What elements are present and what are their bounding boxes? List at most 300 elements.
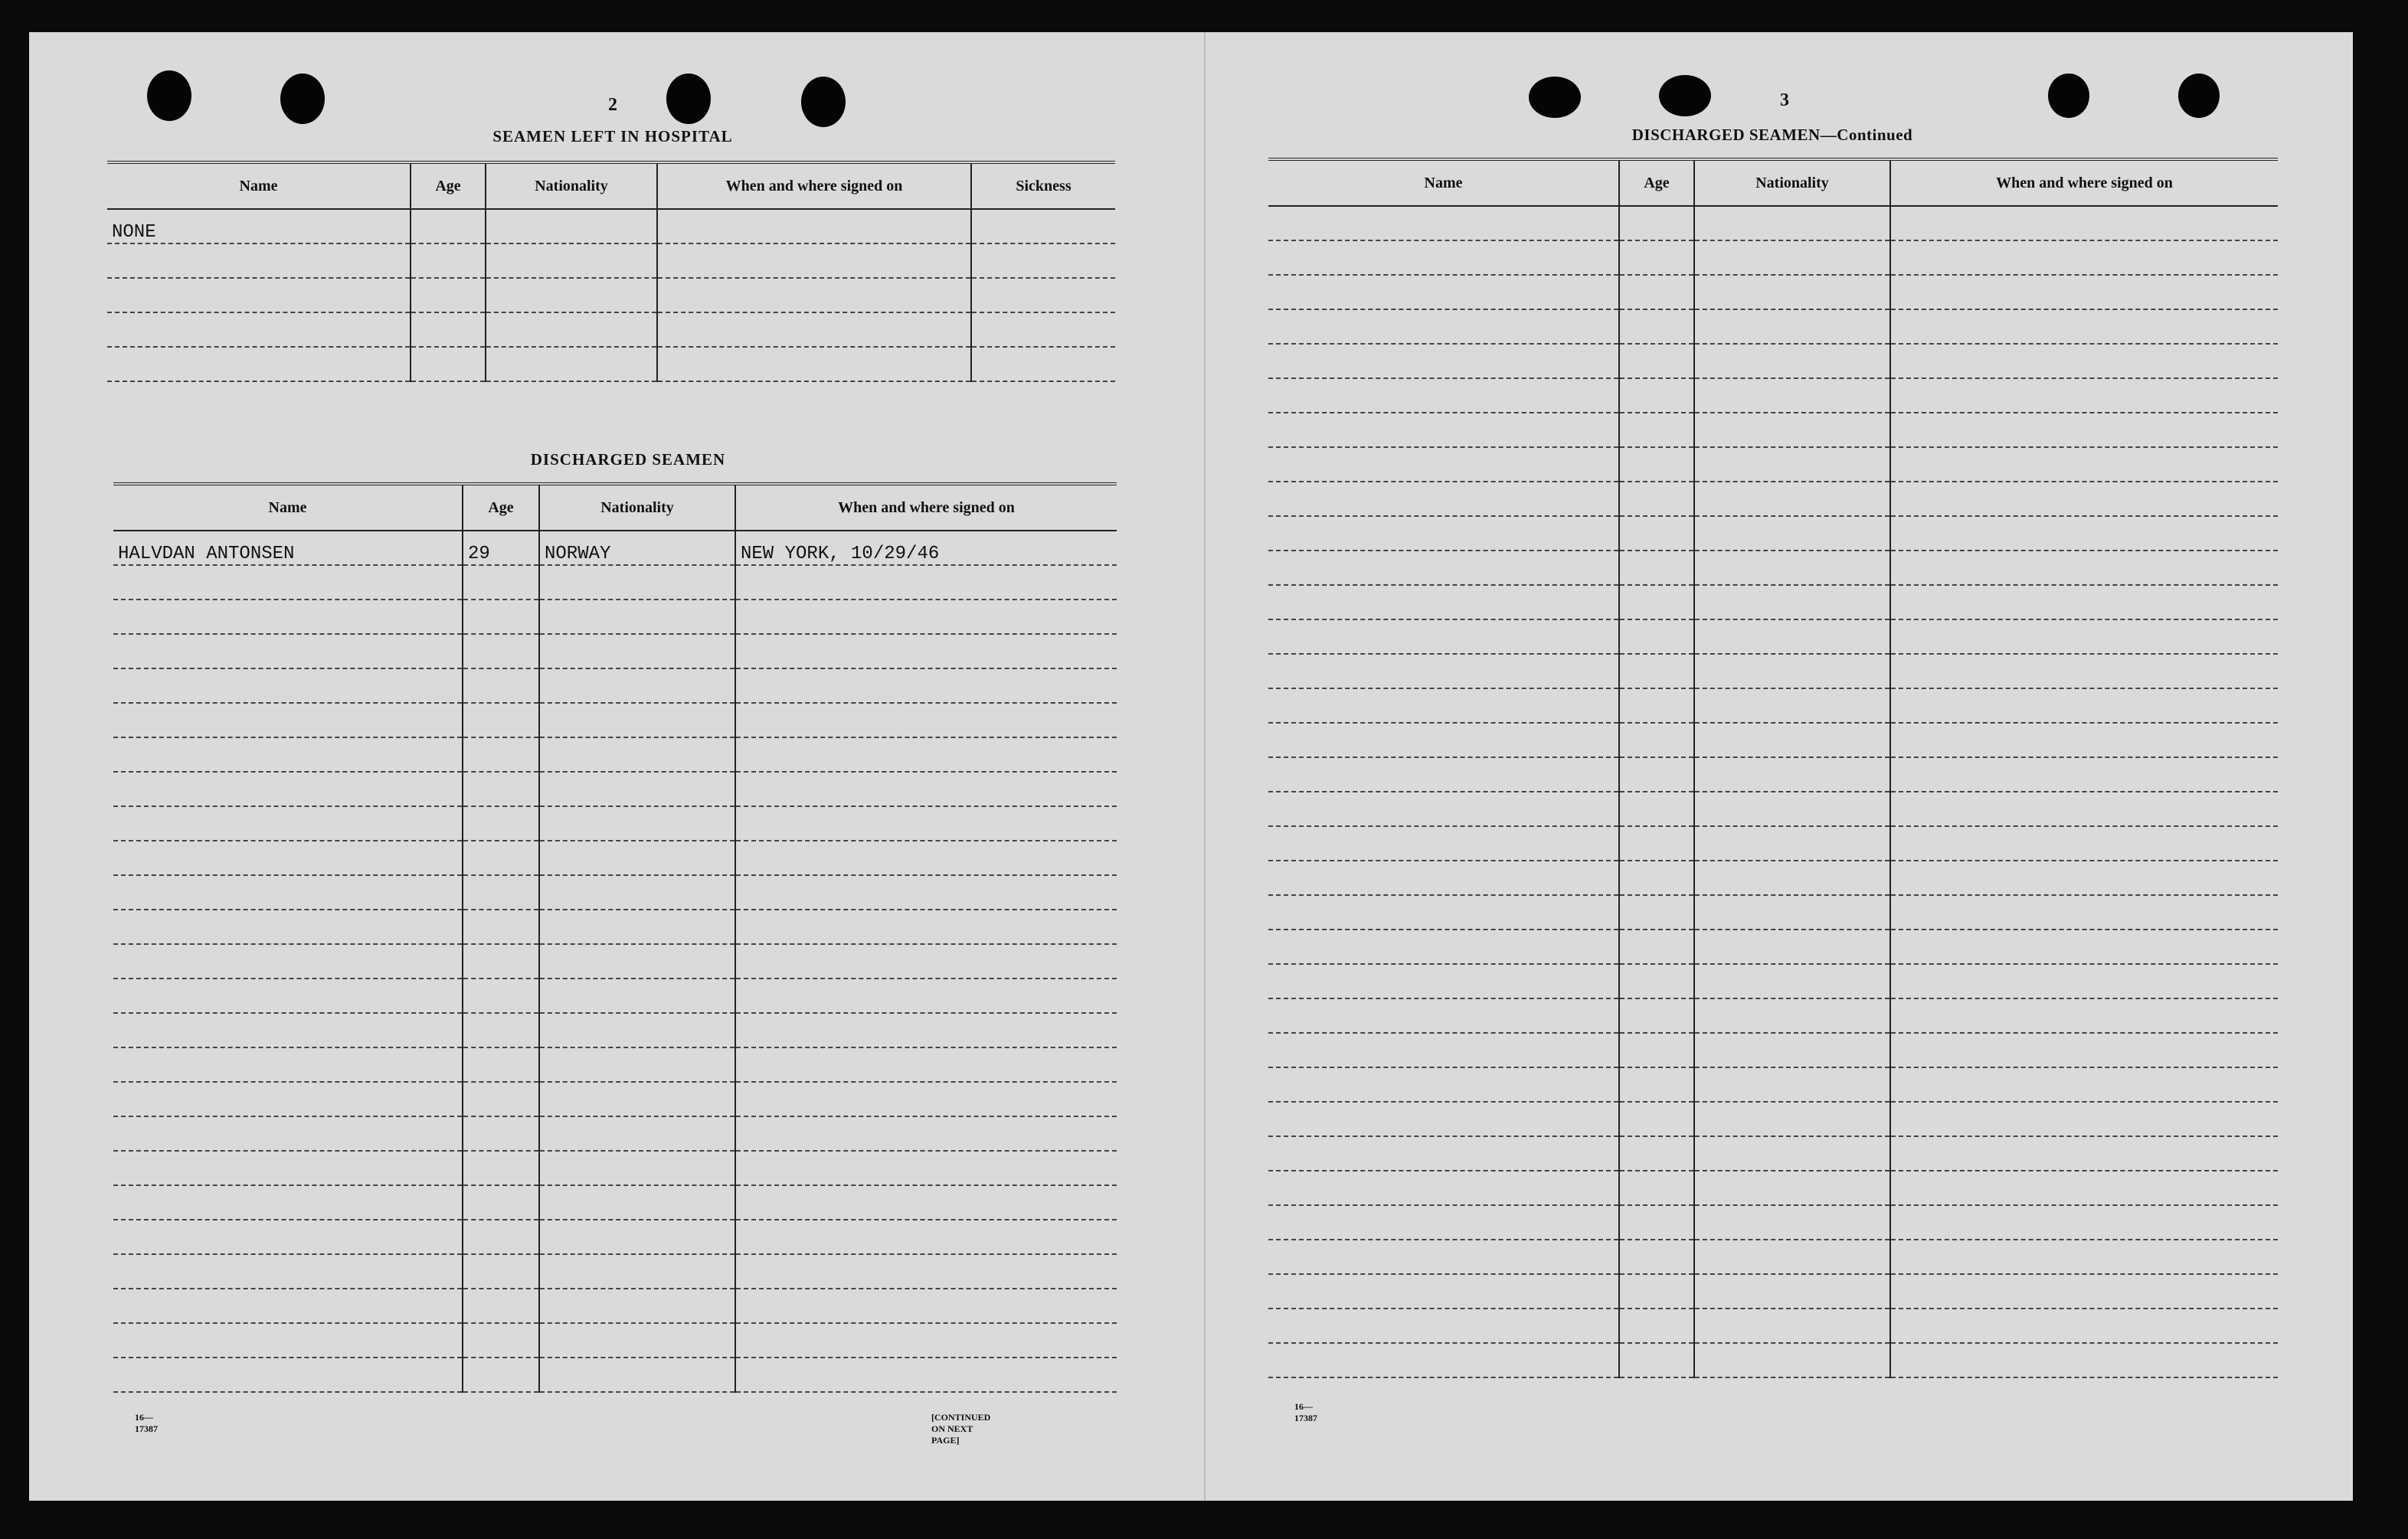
table-cell — [113, 668, 463, 703]
column-header: Nationality — [486, 162, 657, 209]
table-row — [113, 668, 1117, 703]
table-row — [1268, 275, 2278, 309]
table-cell — [1619, 998, 1694, 1033]
column-header: When and where signed on — [1890, 159, 2278, 206]
table-cell — [1268, 757, 1619, 792]
table-cell — [1619, 344, 1694, 378]
table-cell — [113, 910, 463, 944]
table-cell — [411, 312, 486, 347]
table-row — [1268, 1343, 2278, 1377]
table-cell — [1694, 344, 1890, 378]
discharged-table — [113, 482, 1117, 1393]
table-cell — [1268, 585, 1619, 619]
table-cell — [1890, 551, 2278, 585]
table-cell — [1268, 619, 1619, 654]
table-cell — [1619, 413, 1694, 447]
table-cell — [539, 1254, 735, 1289]
table-row — [1268, 206, 2278, 240]
table-cell — [1890, 482, 2278, 516]
table-cell — [411, 209, 486, 243]
table-cell — [1694, 619, 1890, 654]
table-cell — [1694, 447, 1890, 482]
table-cell — [1619, 309, 1694, 344]
table-row — [1268, 861, 2278, 895]
table-row — [113, 565, 1117, 600]
table-cell — [657, 209, 971, 243]
table-cell — [971, 243, 1115, 278]
column-header: Nationality — [1694, 159, 1890, 206]
table-row — [1268, 998, 2278, 1033]
table-cell — [539, 1013, 735, 1047]
table-row — [113, 1047, 1117, 1082]
table-cell — [463, 875, 539, 910]
table-cell — [1694, 516, 1890, 551]
table-cell — [113, 1185, 463, 1220]
table-cell — [1694, 964, 1890, 998]
table-cell — [463, 806, 539, 841]
table-cell — [113, 1220, 463, 1254]
table-cell — [463, 1220, 539, 1254]
table-cell — [1268, 1309, 1619, 1343]
table-cell — [113, 1254, 463, 1289]
table-row — [1268, 619, 2278, 654]
table-cell — [1619, 1205, 1694, 1240]
table-row — [1268, 964, 2278, 998]
table-row — [1268, 757, 2278, 792]
table-cell — [113, 1358, 463, 1392]
table-row — [113, 634, 1117, 668]
table-cell — [735, 1047, 1117, 1082]
table-cell — [1268, 826, 1619, 861]
table-row — [1268, 1033, 2278, 1067]
table-cell — [1268, 240, 1619, 275]
table-cell — [1619, 792, 1694, 826]
table-cell — [411, 347, 486, 381]
table-row — [1268, 1067, 2278, 1102]
table-row — [1268, 516, 2278, 551]
table-cell — [1619, 964, 1694, 998]
punch-hole — [666, 74, 711, 124]
table-cell — [1619, 206, 1694, 240]
table-cell — [1694, 1171, 1890, 1205]
table-cell — [113, 1013, 463, 1047]
column-header: Age — [411, 162, 486, 209]
table-cell — [463, 1358, 539, 1392]
table-row — [113, 703, 1117, 737]
column-header: When and where signed on — [657, 162, 971, 209]
table-cell — [113, 806, 463, 841]
table-cell — [1268, 1240, 1619, 1274]
table-cell — [1890, 654, 2278, 688]
table-cell — [1619, 240, 1694, 275]
table-cell — [657, 312, 971, 347]
table-cell — [735, 979, 1117, 1013]
table-row — [107, 347, 1115, 381]
table-row — [1268, 930, 2278, 964]
table-cell — [1268, 206, 1619, 240]
table-cell — [1694, 998, 1890, 1033]
table-row — [1268, 1240, 2278, 1274]
table-cell — [1619, 895, 1694, 930]
table-row — [1268, 378, 2278, 413]
column-header: When and where signed on — [735, 484, 1117, 531]
table-row — [1268, 1102, 2278, 1136]
table-cell — [1694, 1240, 1890, 1274]
table-cell — [539, 1289, 735, 1323]
table-cell — [1890, 413, 2278, 447]
table-cell — [539, 600, 735, 634]
table-cell — [539, 944, 735, 979]
table-cell — [1268, 1205, 1619, 1240]
table-row — [107, 312, 1115, 347]
table-cell — [463, 1047, 539, 1082]
table-cell — [1619, 551, 1694, 585]
punch-hole — [147, 70, 191, 121]
table-row — [1268, 413, 2278, 447]
table-cell — [1890, 378, 2278, 413]
table-cell — [1619, 619, 1694, 654]
table-cell — [1890, 309, 2278, 344]
table-cell — [735, 1082, 1117, 1116]
table-cell — [735, 1358, 1117, 1392]
column-header: Name — [1268, 159, 1619, 206]
table-cell — [1890, 585, 2278, 619]
table-cell — [735, 1116, 1117, 1151]
table-row — [107, 278, 1115, 312]
table-cell — [1694, 1067, 1890, 1102]
table-cell: 29 — [463, 531, 539, 565]
table-cell — [113, 737, 463, 772]
table-row — [113, 875, 1117, 910]
page-number: 3 — [1780, 90, 1789, 110]
table-cell — [113, 634, 463, 668]
table-cell — [1694, 1033, 1890, 1067]
table-row — [113, 944, 1117, 979]
table-cell — [539, 1047, 735, 1082]
table-cell — [1890, 1240, 2278, 1274]
table-cell — [539, 910, 735, 944]
table-row — [1268, 688, 2278, 723]
table-row — [113, 1254, 1117, 1289]
column-header: Age — [1619, 159, 1694, 206]
table-cell — [463, 944, 539, 979]
table-cell — [1619, 723, 1694, 757]
table-cell — [463, 1289, 539, 1323]
table-cell — [735, 634, 1117, 668]
table-cell — [113, 841, 463, 875]
table-cell — [1268, 1171, 1619, 1205]
table-cell — [1268, 998, 1619, 1033]
table-cell — [1619, 585, 1694, 619]
page-number: 2 — [608, 95, 617, 115]
table-cell — [1268, 1033, 1619, 1067]
table-cell — [113, 1289, 463, 1323]
table-cell — [1890, 275, 2278, 309]
table-cell — [539, 565, 735, 600]
table-row — [107, 209, 1115, 243]
continued-note: [CONTINUED ON NEXT PAGE] — [931, 1412, 991, 1446]
table-cell — [463, 1254, 539, 1289]
table-cell — [1694, 275, 1890, 309]
table-cell — [539, 979, 735, 1013]
table-cell — [735, 1220, 1117, 1254]
table-cell — [735, 1254, 1117, 1289]
table-row — [113, 1082, 1117, 1116]
table-cell — [1694, 482, 1890, 516]
table-cell — [735, 944, 1117, 979]
table-row — [1268, 1274, 2278, 1309]
table-cell — [1890, 861, 2278, 895]
table-cell — [1619, 1136, 1694, 1171]
table-row — [1268, 1136, 2278, 1171]
table-cell — [971, 312, 1115, 347]
table-cell — [539, 703, 735, 737]
table-cell — [1619, 861, 1694, 895]
table-cell — [1619, 1067, 1694, 1102]
table-row — [113, 737, 1117, 772]
table-cell — [1890, 688, 2278, 723]
punch-hole — [1659, 75, 1711, 116]
table-cell — [1268, 1136, 1619, 1171]
table-cell — [463, 979, 539, 1013]
table-cell — [1890, 516, 2278, 551]
table-cell — [411, 278, 486, 312]
table-row — [107, 243, 1115, 278]
table-row — [113, 1289, 1117, 1323]
table-row — [113, 1151, 1117, 1185]
table-cell — [1694, 826, 1890, 861]
table-cell — [1619, 516, 1694, 551]
table-cell — [1890, 344, 2278, 378]
table-cell — [1268, 1102, 1619, 1136]
table-cell — [735, 875, 1117, 910]
table-cell — [1890, 826, 2278, 861]
discharged-continued-table — [1268, 158, 2278, 1378]
table-cell — [463, 1323, 539, 1358]
table-cell — [463, 1013, 539, 1047]
table-cell — [463, 565, 539, 600]
table-cell — [657, 278, 971, 312]
table-cell — [113, 979, 463, 1013]
table-row — [1268, 654, 2278, 688]
table-cell — [463, 772, 539, 806]
table-cell — [1890, 964, 2278, 998]
table-cell — [1890, 1343, 2278, 1377]
table-cell — [1694, 1205, 1890, 1240]
table-cell — [539, 634, 735, 668]
table-row — [113, 1185, 1117, 1220]
table-cell — [735, 668, 1117, 703]
table-cell — [1890, 1102, 2278, 1136]
table-cell — [463, 1116, 539, 1151]
table-cell — [1268, 792, 1619, 826]
punch-hole — [2178, 74, 2220, 118]
table-cell — [735, 703, 1117, 737]
table-cell — [1890, 1136, 2278, 1171]
table-cell — [539, 1082, 735, 1116]
table-cell — [1268, 516, 1619, 551]
table-row — [1268, 309, 2278, 344]
table-cell — [107, 243, 411, 278]
table-row — [1268, 240, 2278, 275]
table-cell — [1890, 792, 2278, 826]
table-cell — [735, 1013, 1117, 1047]
table-cell — [1890, 1033, 2278, 1067]
table-cell — [1890, 206, 2278, 240]
table-cell — [539, 1323, 735, 1358]
table-cell — [1694, 861, 1890, 895]
table-cell — [1694, 206, 1890, 240]
table-cell — [1694, 688, 1890, 723]
table-row — [1268, 1171, 2278, 1205]
form-number: 16—17387 — [1294, 1401, 1317, 1423]
table-cell — [735, 1185, 1117, 1220]
table-cell: HALVDAN ANTONSEN — [113, 531, 463, 565]
table-cell — [1268, 688, 1619, 723]
table-cell — [463, 703, 539, 737]
table-cell — [113, 875, 463, 910]
table-cell — [1268, 861, 1619, 895]
table-cell — [463, 841, 539, 875]
table-cell — [1694, 757, 1890, 792]
table-cell — [657, 347, 971, 381]
table-cell — [1619, 1274, 1694, 1309]
table-cell — [486, 347, 657, 381]
table-row — [113, 1323, 1117, 1358]
table-row — [1268, 482, 2278, 516]
table-cell — [539, 772, 735, 806]
hospital-table — [107, 161, 1115, 382]
table-cell — [1694, 585, 1890, 619]
table-cell — [539, 1220, 735, 1254]
table-cell — [463, 737, 539, 772]
punch-hole — [1529, 77, 1581, 118]
table-cell: NORWAY — [539, 531, 735, 565]
punch-hole — [2048, 74, 2089, 118]
column-header: Name — [107, 162, 411, 209]
column-header: Name — [113, 484, 463, 531]
table-cell — [1619, 378, 1694, 413]
table-row — [113, 910, 1117, 944]
table-cell — [1268, 344, 1619, 378]
table-row — [1268, 551, 2278, 585]
table-cell — [1619, 654, 1694, 688]
table-cell — [735, 841, 1117, 875]
column-header: Sickness — [971, 162, 1115, 209]
table-cell — [463, 1082, 539, 1116]
table-cell — [1694, 930, 1890, 964]
table-cell — [971, 209, 1115, 243]
table-cell — [971, 347, 1115, 381]
table-cell — [1619, 1171, 1694, 1205]
table-row — [1268, 344, 2278, 378]
table-row — [113, 1220, 1117, 1254]
table-cell — [1890, 1171, 2278, 1205]
table-cell — [735, 737, 1117, 772]
table-cell — [539, 1185, 735, 1220]
table-cell — [486, 209, 657, 243]
hospital-section-title: SEAMEN LEFT IN HOSPITAL — [492, 127, 733, 145]
table-cell — [1694, 723, 1890, 757]
table-cell — [1268, 447, 1619, 482]
table-cell — [1268, 1343, 1619, 1377]
table-cell — [971, 278, 1115, 312]
column-header: Nationality — [539, 484, 735, 531]
table-row — [113, 772, 1117, 806]
table-cell — [1890, 1274, 2278, 1309]
table-cell — [113, 1323, 463, 1358]
table-row — [1268, 895, 2278, 930]
table-cell — [1694, 1136, 1890, 1171]
table-cell — [539, 737, 735, 772]
table-cell — [1619, 482, 1694, 516]
table-cell — [113, 1151, 463, 1185]
table-cell — [735, 1323, 1117, 1358]
table-cell — [1890, 895, 2278, 930]
table-cell — [1890, 1205, 2278, 1240]
table-cell — [113, 565, 463, 600]
table-row — [1268, 1205, 2278, 1240]
table-cell — [1619, 1343, 1694, 1377]
table-cell — [1268, 964, 1619, 998]
table-cell — [1694, 309, 1890, 344]
table-cell — [1619, 1240, 1694, 1274]
table-row — [113, 806, 1117, 841]
table-cell — [1619, 275, 1694, 309]
table-row — [1268, 1309, 2278, 1343]
table-cell — [1268, 930, 1619, 964]
table-cell — [1890, 619, 2278, 654]
table-cell — [1268, 723, 1619, 757]
table-cell — [463, 910, 539, 944]
table-cell — [1694, 413, 1890, 447]
table-row — [1268, 447, 2278, 482]
table-cell — [113, 772, 463, 806]
table-cell — [113, 600, 463, 634]
column-header: Age — [463, 484, 539, 531]
table-cell — [1694, 654, 1890, 688]
table-cell — [1268, 275, 1619, 309]
table-cell — [411, 243, 486, 278]
table-cell — [1890, 1067, 2278, 1102]
table-cell — [1694, 1343, 1890, 1377]
table-cell — [1619, 688, 1694, 723]
table-row — [1268, 723, 2278, 757]
table-cell — [1268, 551, 1619, 585]
table-cell — [1268, 378, 1619, 413]
table-cell — [1694, 792, 1890, 826]
table-cell — [735, 772, 1117, 806]
table-cell — [1694, 551, 1890, 585]
table-cell — [735, 806, 1117, 841]
table-cell — [1890, 723, 2278, 757]
table-cell — [1890, 930, 2278, 964]
table-row — [1268, 792, 2278, 826]
table-cell: NEW YORK, 10/29/46 — [735, 531, 1117, 565]
table-cell — [1268, 413, 1619, 447]
table-cell — [1268, 654, 1619, 688]
table-cell — [1694, 895, 1890, 930]
table-row — [113, 979, 1117, 1013]
table-cell — [463, 600, 539, 634]
table-cell — [463, 1185, 539, 1220]
table-cell — [539, 806, 735, 841]
table-cell — [113, 1047, 463, 1082]
page-fold — [1204, 32, 1206, 1501]
table-cell — [1890, 447, 2278, 482]
table-cell — [1268, 482, 1619, 516]
table-cell — [486, 243, 657, 278]
